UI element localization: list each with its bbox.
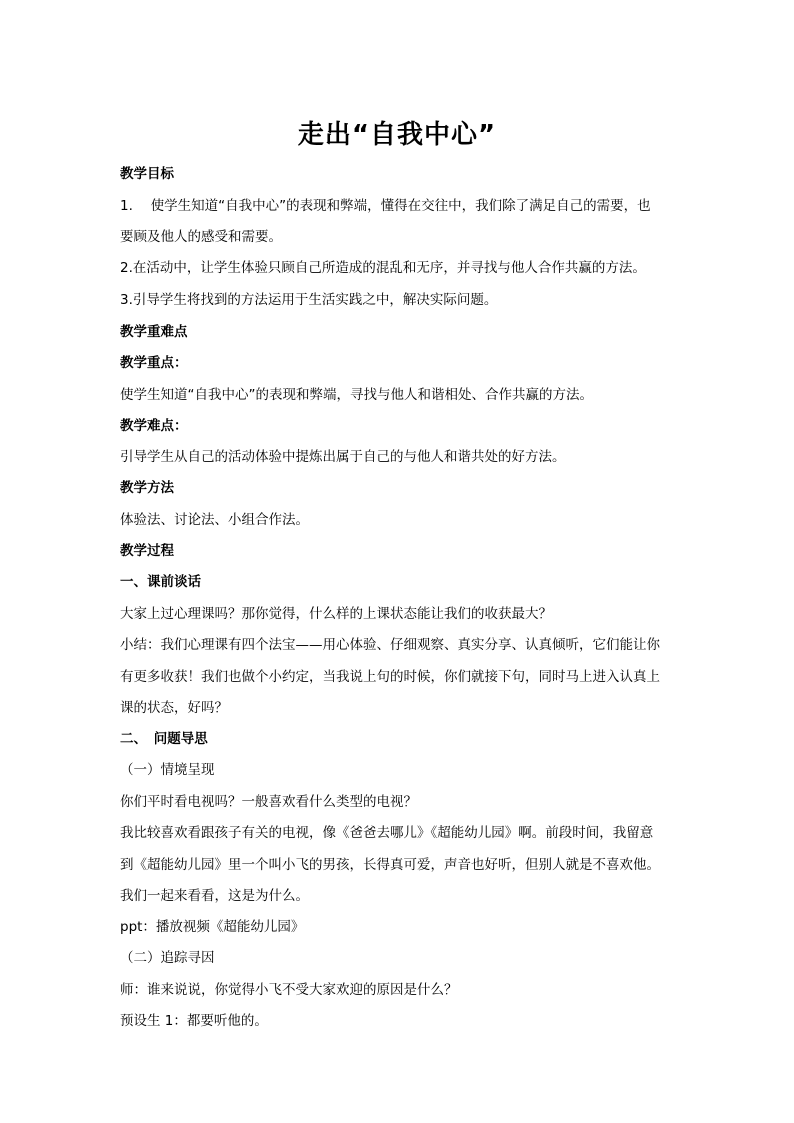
body-paragraph-line: 有更多收获！我们也做个小约定，当我说上句的时候，你们就接下句，同时马上进入认真上 — [120, 669, 660, 685]
body-paragraph-line: 预设生 1：都要听他的。 — [120, 1013, 268, 1029]
body-paragraph-line: 师：谁来说说，你觉得小飞不受大家欢迎的原因是什么？ — [120, 982, 458, 998]
section-heading: 教学方法 — [120, 480, 174, 496]
body-paragraph-line: 引导学生从自己的活动体验中提炼出属于自己的与他人和谐共处的好方法。 — [120, 449, 566, 465]
body-paragraph-line: 我比较喜欢看跟孩子有关的电视，像《爸爸去哪儿》《超能幼儿园》啊。前段时间，我留意 — [120, 825, 654, 841]
body-paragraph-line: 你们平时看电视吗？一般喜欢看什么类型的电视？ — [120, 794, 417, 810]
body-paragraph-line: 体验法、讨论法、小组合作法。 — [120, 512, 309, 528]
body-paragraph-line: 我们一起来看看，这是为什么。 — [120, 888, 309, 904]
body-paragraph-line: 大家上过心理课吗？那你觉得，什么样的上课状态能让我们的收获最大？ — [120, 606, 552, 622]
body-paragraph-line: 使学生知道“自我中心”的表现和弊端，寻找与他人和谐相处、合作共赢的方法。 — [120, 387, 593, 403]
body-paragraph-line: 3.引导学生将找到的方法运用于生活实践之中，解决实际问题。 — [120, 292, 498, 308]
section-heading: 教学过程 — [120, 543, 174, 559]
body-paragraph-line: 2.在活动中，让学生体验只顾自己所造成的混乱和无序，并寻找与他人合作共赢的方法。 — [120, 260, 646, 276]
body-paragraph-line: （二）追踪寻因 — [120, 950, 215, 966]
section-heading: 教学目标 — [120, 166, 174, 182]
document-title: 走出“自我中心” — [297, 120, 497, 150]
section-heading: 教学重难点 — [120, 324, 188, 340]
body-paragraph-line: 1. 使学生知道“自我中心”的表现和弊端，懂得在交往中，我们除了满足自己的需要，也 — [120, 198, 651, 214]
section-heading: 教学重点： — [120, 355, 188, 371]
body-paragraph-line: 课的状态，好吗？ — [120, 700, 228, 716]
section-heading: 一、课前谈话 — [120, 574, 201, 590]
section-heading: 二、 问题导思 — [120, 731, 208, 747]
body-paragraph-line: （一）情境呈现 — [120, 762, 215, 778]
body-paragraph-line: 要顾及他人的感受和需要。 — [120, 229, 282, 245]
body-paragraph-line: 小结：我们心理课有四个法宝——用心体验、仔细观察、真实分享、认真倾听，它们能让你 — [120, 637, 660, 653]
section-heading: 教学难点： — [120, 418, 188, 434]
body-paragraph-line: ppt：播放视频《超能幼儿园》 — [120, 919, 305, 935]
body-paragraph-line: 到《超能幼儿园》里一个叫小飞的男孩，长得真可爱，声音也好听，但别人就是不喜欢他。 — [120, 857, 660, 873]
